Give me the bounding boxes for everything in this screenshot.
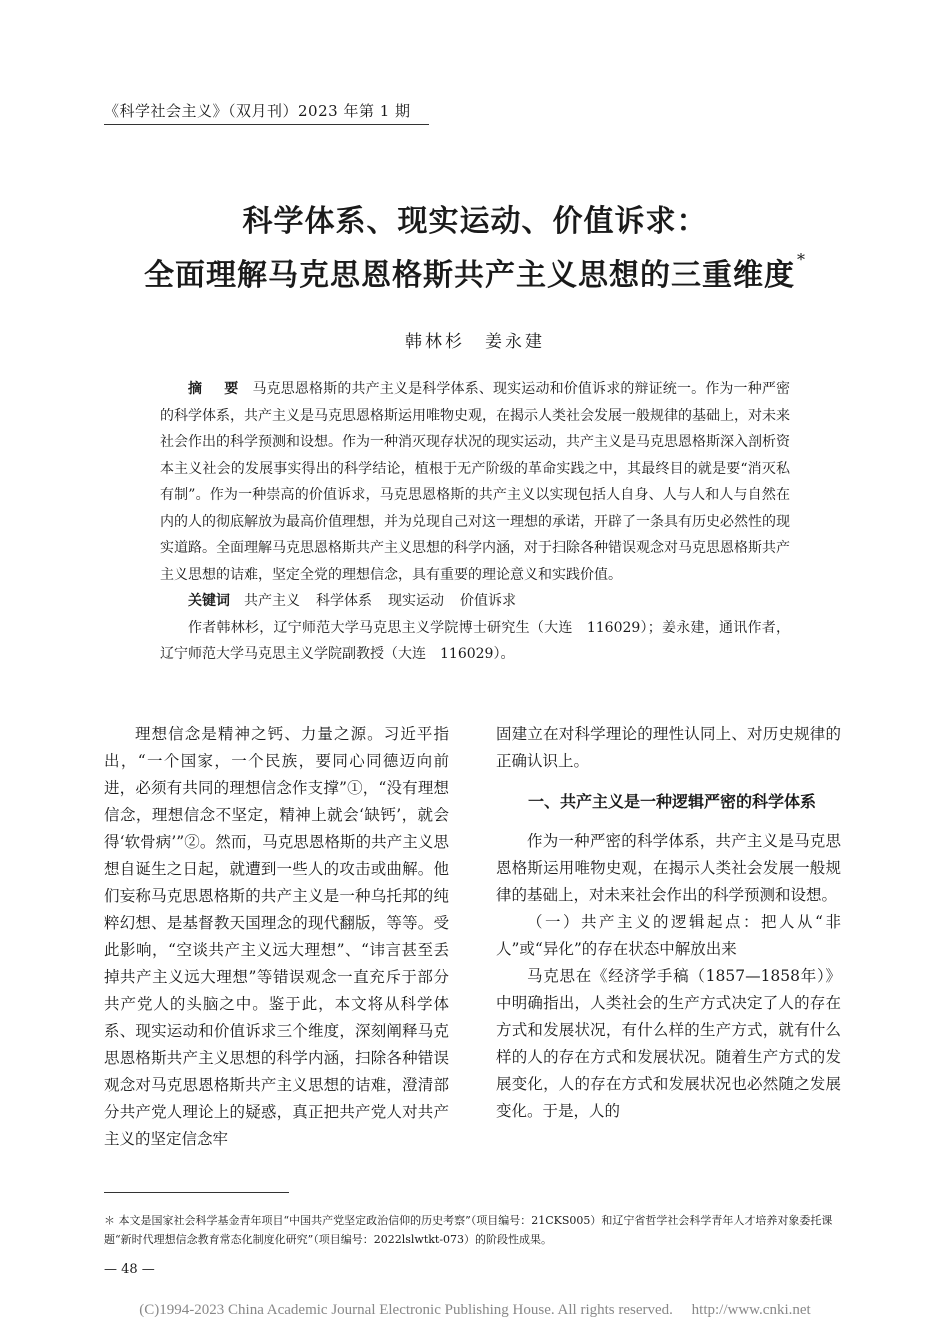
keyword: 价值诉求 bbox=[460, 593, 516, 609]
right-column bbox=[496, 721, 841, 1125]
body-paragraph: 马克思在《经济学手稿（1857—1858年）》中明确指出，人类社会的生产方式决定了人的存在方式和发展状况，有什么样的生产方式，就有什么样的人的存在方式和发展状况。随着生产方式的发展变化，人的存在方式和发展状况也必然随之发展变化。于是，人的 bbox=[496, 967, 841, 1120]
title-footnote-mark: * bbox=[797, 250, 806, 269]
continued-paragraph: 固建立在对科学理论的理性认同上、对历史规律的正确认识上。 bbox=[496, 725, 841, 770]
title-line-2-text: 全面理解马克思恩格斯共产主义思想的三重维度 bbox=[144, 258, 795, 293]
abstract-label: 摘 要 bbox=[188, 381, 243, 397]
page-number: — 48 — bbox=[104, 1262, 155, 1277]
left-column bbox=[104, 721, 449, 1153]
keyword: 共产主义 bbox=[244, 593, 300, 609]
copyright-watermark: (C)1994-2023 China Academic Journal Electronic Publishing House. All rights reserved. http://www.cnki.net bbox=[139, 1302, 811, 1318]
title-line-1: 科学体系、现实运动、价值诉求： bbox=[242, 204, 708, 239]
footnote: ＊ 本文是国家社会科学基金青年项目“中国共产党坚定政治信仰的历史考察”（项目编号：21CKS005）和辽宁省哲学社会科学青年人才培养对象委托课题“新时代理想信念教育常态化制度化研究”（项目编号：2022lslwtkt-073）的阶段性成果。 bbox=[104, 1214, 833, 1246]
abstract-paragraph bbox=[160, 376, 790, 588]
title-line-2 bbox=[0, 250, 950, 294]
footnote-rule bbox=[104, 1192, 289, 1193]
intro-paragraph: 理想信念是精神之钙、力量之源。习近平指出，“一个国家，一个民族，要同心同德迈向前进，必须有共同的理想信念作支撑”①，“没有理想信念，理想信念不坚定，精神上就会‘缺钙’，就会得‘软骨病’”②。然而，马克思恩格斯的共产主义思想自诞生之日起，就遭到一些人的攻击或曲解。他们妄称马克思恩格斯的共产主义是一种乌托邦的纯粹幻想、是基督教天国理念的现代翻版，等等。受此影响，“空谈共产主义远大理想”、“讳言甚至丢掉共产主义远大理想”等错误观念一直充斥于部分共产党人的头脑之中。鉴于此，本文将从科学体系、现实运动和价值诉求三个维度，深刻阐释马克思恩格斯共产主义思想的科学内涵，扫除各种错误观念对马克思恩格斯共产主义思想的诘难，澄清部分共产党人理论上的疑惑，真正把共产党人对共产主义的坚定信念牢 bbox=[104, 725, 449, 1148]
keywords-line bbox=[160, 588, 790, 615]
authors: 韩林杉 姜永建 bbox=[405, 332, 545, 352]
author-info: 作者韩林杉，辽宁师范大学马克思主义学院博士研究生（大连 116029）；姜永建，通讯作者，辽宁师范大学马克思主义学院副教授（大连 116029）。 bbox=[160, 619, 790, 662]
keyword: 现实运动 bbox=[388, 593, 444, 609]
keywords-label: 关键词 bbox=[188, 593, 230, 609]
abstract-block bbox=[160, 376, 790, 668]
subsection-heading-1: （一）共产主义的逻辑起点：把人从“非人”或“异化”的存在状态中解放出来 bbox=[496, 913, 841, 958]
body-paragraph: 作为一种严密的科学体系，共产主义是马克思恩格斯运用唯物史观，在揭示人类社会发展一般规律的基础上，对未来社会作出的科学预测和设想。 bbox=[496, 832, 841, 904]
header-underline bbox=[104, 124, 429, 125]
keyword: 科学体系 bbox=[316, 593, 372, 609]
section-heading-1: 一、共产主义是一种逻辑严密的科学体系 bbox=[528, 792, 817, 811]
journal-header: 《科学社会主义》（双月刊）2023 年第 1 期 bbox=[104, 102, 411, 120]
abstract-text: 马克思恩格斯的共产主义是科学体系、现实运动和价值诉求的辩证统一。作为一种严密的科学体系，共产主义是马克思恩格斯运用唯物史观，在揭示人类社会发展一般规律的基础上，对未来社会作出的科学预测和设想。作为一种消灭现存状况的现实运动，共产主义是马克思恩格斯深入剖析资本主义社会的发展事实得出的科学结论，植根于无产阶级的革命实践之中，其最终目的就是要“消灭私有制”。作为一种崇高的价值诉求，马克思恩格斯的共产主义以实现包括人自身、人与人和人与自然在内的人的彻底解放为最高价值理想，并为兑现自己对这一理想的承诺，开辟了一条具有历史必然性的现实道路。全面理解马克思恩格斯共产主义思想的科学内涵，对于扫除各种错误观念对马克思恩格斯共产主义思想的诘难，坚定全党的理想信念，具有重要的理论意义和实践价值。 bbox=[160, 381, 791, 583]
